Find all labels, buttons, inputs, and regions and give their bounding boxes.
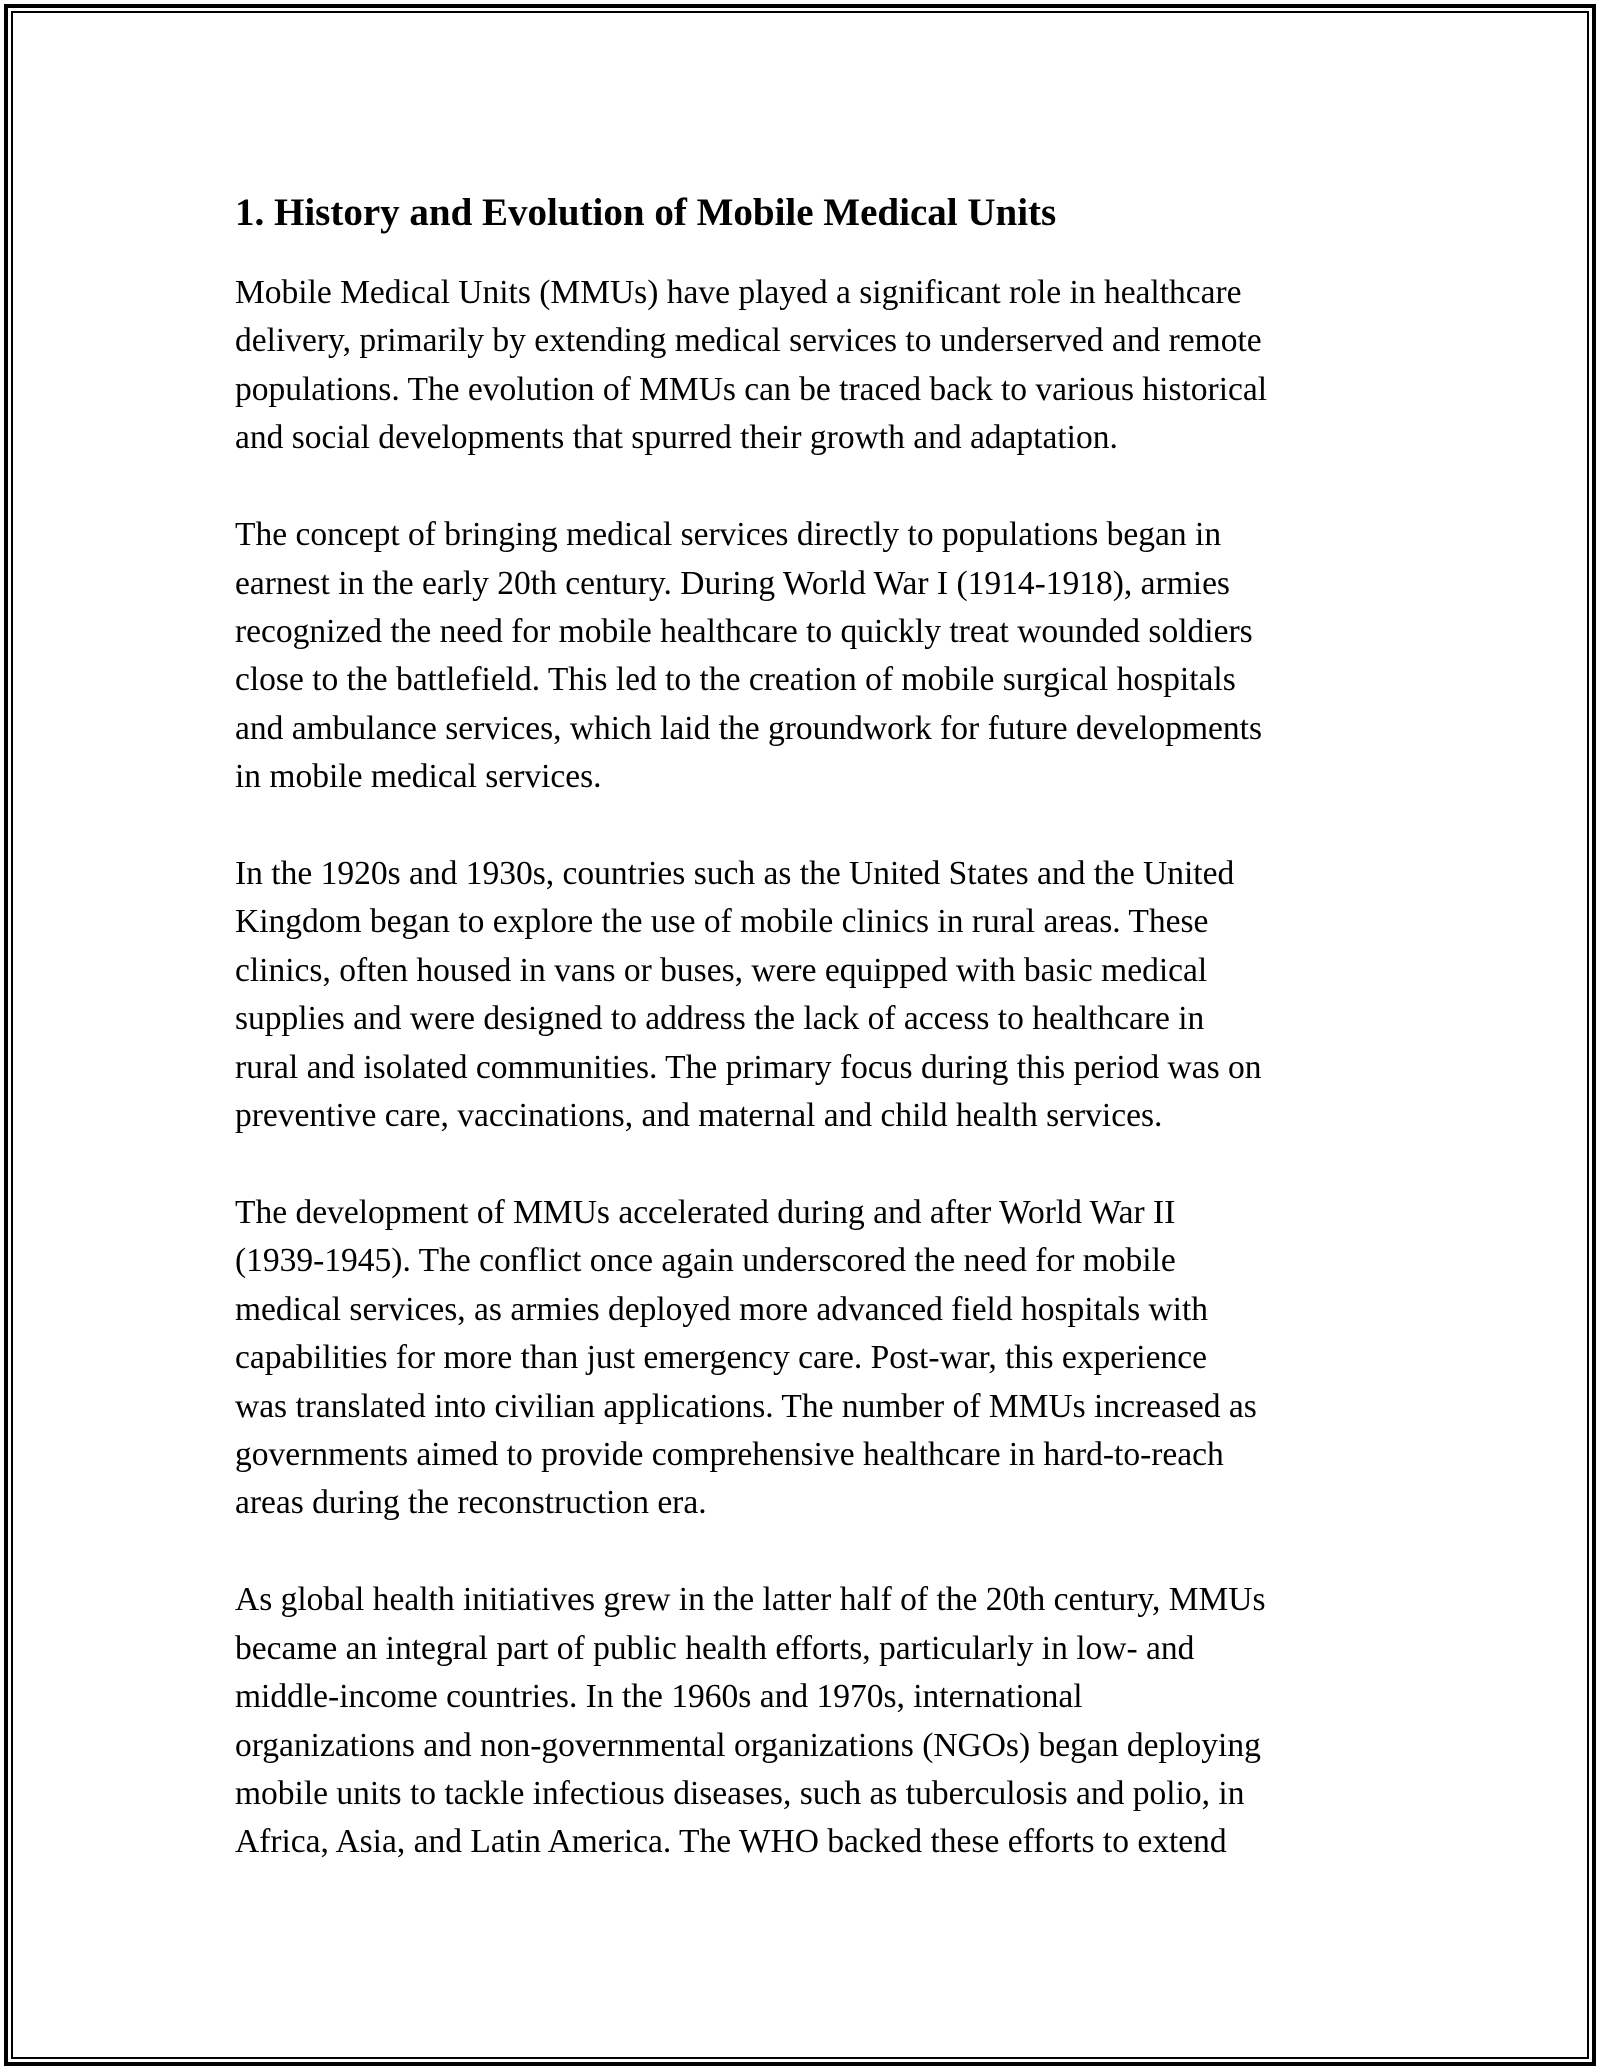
text-line: The development of MMUs accelerated during and after World War II bbox=[235, 1194, 1176, 1231]
text-line: Kingdom began to explore the use of mobile clinics in rural areas. These bbox=[235, 903, 1209, 941]
paragraph-1 bbox=[235, 269, 1375, 463]
text-line: was translated into civilian applications. The number of MMUs increased as bbox=[235, 1387, 1257, 1425]
text-line: clinics, often housed in vans or buses, were equipped with basic medical bbox=[235, 951, 1208, 989]
text-line: rural and isolated communities. The primary focus during this period was on bbox=[235, 1048, 1262, 1086]
text-line: Africa, Asia, and Latin America. The WHO backed these efforts to extend bbox=[235, 1823, 1227, 1861]
paragraph-2 bbox=[235, 511, 1375, 801]
text-line: preventive care, vaccinations, and maternal and child health services. bbox=[235, 1097, 1163, 1135]
text-line: areas during the reconstruction era. bbox=[235, 1484, 707, 1522]
paragraph-3 bbox=[235, 850, 1375, 1140]
text-line: governments aimed to provide comprehensive healthcare in hard-to-reach bbox=[235, 1436, 1224, 1474]
text-line: and social developments that spurred their growth and adaptation. bbox=[235, 419, 1118, 457]
text-line: recognized the need for mobile healthcare to quickly treat wounded soldiers bbox=[235, 612, 1253, 650]
text-line: middle-income countries. In the 1960s and 1970s, international bbox=[235, 1678, 1083, 1716]
document-body bbox=[235, 186, 1375, 1915]
paragraph-5 bbox=[235, 1576, 1375, 1866]
text-line: As global health initiatives grew in the latter half of the 20th century, MMUs bbox=[235, 1581, 1266, 1619]
text-line: In the 1920s and 1930s, countries such as the United States and the United bbox=[235, 855, 1235, 893]
section-heading: 1. History and Evolution of Mobile Medical Units bbox=[235, 191, 1057, 234]
text-line: earnest in the early 20th century. During World War I (1914-1918), armies bbox=[235, 564, 1230, 602]
text-line: close to the battlefield. This led to the creation of mobile surgical hospitals bbox=[235, 661, 1236, 699]
text-line: capabilities for more than just emergency care. Post-war, this experience bbox=[235, 1339, 1207, 1377]
text-line: populations. The evolution of MMUs can be traced back to various historical bbox=[235, 370, 1268, 408]
text-line: The concept of bringing medical services directly to populations began in bbox=[235, 516, 1222, 554]
text-line: medical services, as armies deployed more advanced field hospitals with bbox=[235, 1290, 1209, 1328]
text-line: mobile units to tackle infectious diseases, such as tuberculosis and polio, in bbox=[235, 1774, 1245, 1812]
text-line: in mobile medical services. bbox=[235, 758, 602, 796]
text-line: supplies and were designed to address the lack of access to healthcare in bbox=[235, 1000, 1205, 1038]
text-line: became an integral part of public health efforts, particularly in low- and bbox=[235, 1629, 1195, 1667]
text-line: Mobile Medical Units (MMUs) have played a significant role in healthcare bbox=[235, 274, 1242, 311]
text-line: (1939-1945). The conflict once again underscored the need for mobile bbox=[235, 1242, 1176, 1280]
text-line: and ambulance services, which laid the groundwork for future developments bbox=[235, 709, 1263, 747]
paragraph-4 bbox=[235, 1189, 1375, 1528]
text-line: organizations and non-governmental organizations (NGOs) began deploying bbox=[235, 1726, 1261, 1764]
text-line: delivery, primarily by extending medical services to underserved and remote bbox=[235, 322, 1262, 360]
